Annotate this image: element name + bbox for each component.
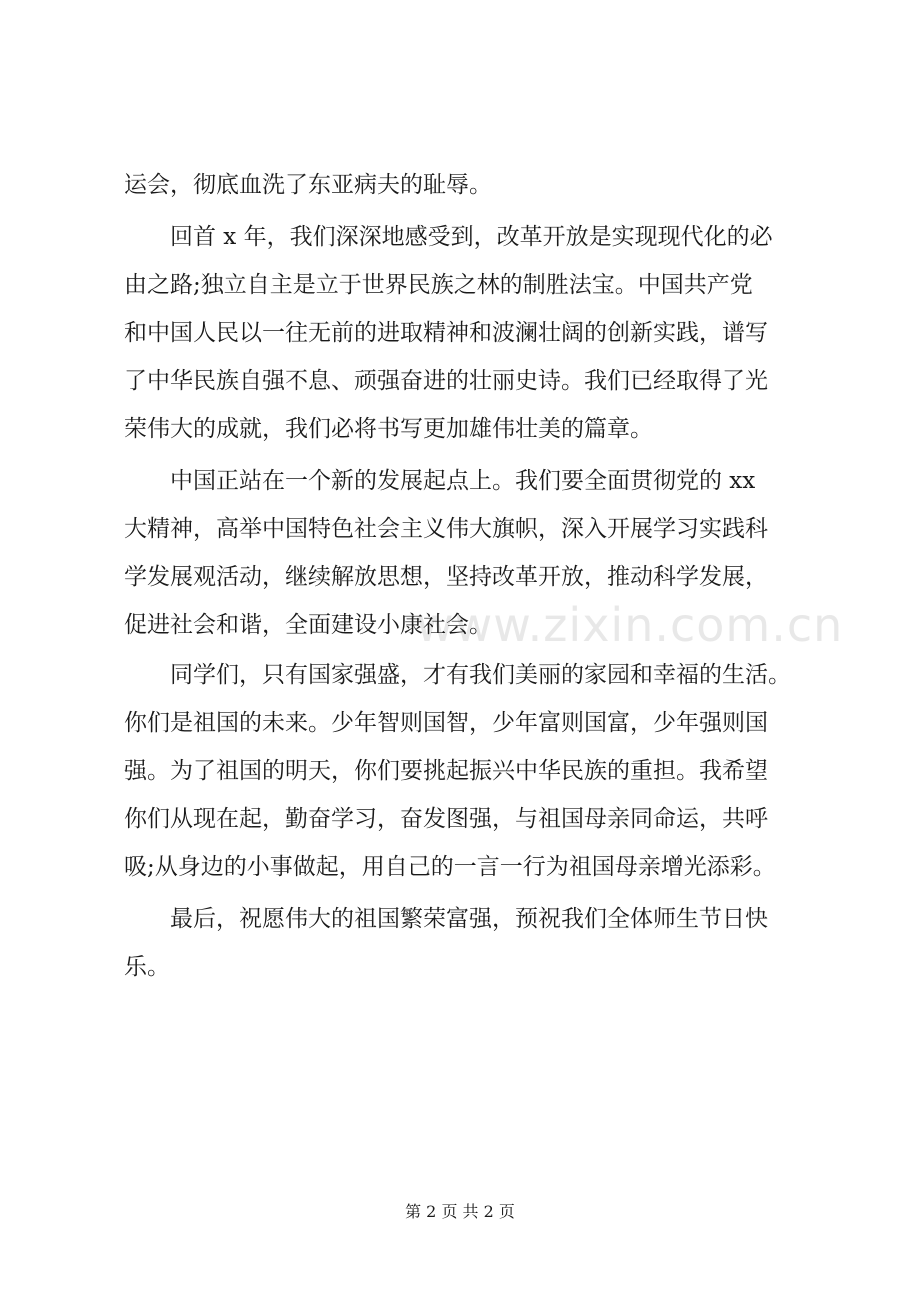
- text-line: 运会，彻底血洗了东亚病夫的耻辱。: [124, 172, 492, 198]
- text-line: 吸;从身边的小事做起，用自己的一言一行为祖国母亲增光添彩。: [124, 854, 776, 880]
- text-line: 你们从现在起，勤奋学习，奋发图强，与祖国母亲同命运，共呼: [124, 806, 768, 832]
- text-line: 了中华民族自强不息、顽强奋进的壮丽史诗。我们已经取得了光: [124, 368, 768, 394]
- text-line: 和中国人民以一往无前的进取精神和波澜壮阔的创新实践，谱写: [124, 320, 768, 346]
- text-line: 学发展观活动，继续解放思想，坚持改革开放，推动科学发展，: [124, 564, 768, 590]
- text-line: 强。为了祖国的明天，你们要挑起振兴中华民族的重担。我希望: [124, 758, 768, 784]
- watermark: www.zixin.com.cn: [416, 598, 844, 652]
- text-line: 荣伟大的成就，我们必将书写更加雄伟壮美的篇章。: [124, 416, 653, 442]
- text-line: 同学们，只有国家强盛，才有我们美丽的家园和幸福的生活。: [124, 662, 791, 688]
- page-footer: 第 2 页 共 2 页: [405, 1202, 515, 1221]
- text-line: 中国正站在一个新的发展起点上。我们要全面贯彻党的 xx: [124, 468, 756, 494]
- text-line: 回首 x 年，我们深深地感受到，改革开放是实现现代化的必: [124, 224, 773, 250]
- text-line: 由之路;独立自主是立于世界民族之林的制胜法宝。中国共产党: [124, 272, 753, 298]
- text-line: 促进社会和谐，全面建设小康社会。: [124, 612, 492, 638]
- text-line: 最后，祝愿伟大的祖国繁荣富强，预祝我们全体师生节日快: [124, 906, 768, 932]
- text-line: 大精神，高举中国特色社会主义伟大旗帜，深入开展学习实践科: [124, 516, 768, 542]
- text-line: 乐。: [124, 954, 170, 980]
- text-line: 你们是祖国的未来。少年智则国智，少年富则国富，少年强则国: [124, 710, 768, 736]
